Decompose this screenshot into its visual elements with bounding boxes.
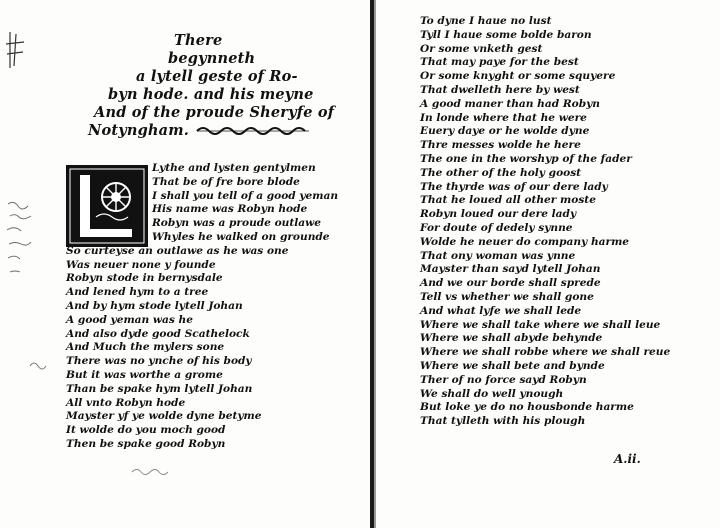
bottom-scribble-icon	[130, 466, 170, 478]
margin-mark-icon	[4, 30, 26, 70]
text-line: Than be spake hym lytell Johan	[66, 382, 253, 395]
signature-mark: A.ii.	[614, 452, 641, 466]
text-line: In londe where that he were	[420, 111, 587, 124]
text-line: Mayster than sayd lytell Johan	[420, 263, 601, 276]
text-line: It wolde do you moch good	[66, 424, 226, 437]
text-line: A good yeman was he	[66, 313, 193, 326]
text-line: A good maner than had Robyn	[420, 97, 600, 110]
text-line: Robyn was a proude outlawe	[152, 217, 322, 230]
text-line: Mayster yf ye wolde dyne betyme	[66, 410, 262, 423]
text-line: The thyrde was of our dere lady	[420, 180, 608, 193]
text-line: But it was worthe a grome	[66, 368, 223, 381]
text-line: For doute of dedely synne	[420, 221, 573, 234]
title-line: byn hode. and his meyne	[108, 86, 314, 103]
text-line: So curteyse an outlawe as he was one	[66, 244, 289, 257]
text-line: And by hym stode lytell Johan	[66, 299, 243, 312]
title-line: Notyngham.	[88, 122, 190, 139]
text-line: Lythe and lysten gentylmen	[152, 162, 316, 174]
text-line: Or some vnketh gest	[420, 42, 543, 55]
text-line: Thre messes wolde he here	[420, 139, 581, 152]
text-line: And lened hym to a tree	[66, 286, 209, 299]
left-column	[66, 162, 366, 452]
text-line: But loke ye do no housbonde harme	[420, 401, 634, 414]
title-line: There	[174, 32, 223, 49]
text-line: Wolde he neuer do company harme	[420, 235, 630, 248]
title-row-last	[82, 122, 322, 140]
text-line: Where we shall take where we shall leue	[420, 318, 661, 331]
text-line: That tylleth with his plough	[420, 415, 586, 428]
title-line: a lytell geste of Ro-	[136, 68, 298, 85]
text-line: Tell vs whether we shall gone	[420, 290, 594, 303]
text-line: We shall do well ynough	[420, 387, 564, 400]
text-line: And also dyde good Scathelock	[66, 327, 250, 340]
text-line: Was neuer none y founde	[66, 258, 216, 271]
text-line: Tyll I haue some bolde baron	[420, 28, 592, 41]
text-line: Ther of no force sayd Robyn	[420, 373, 587, 386]
text-line: And what lyfe we shall lede	[420, 304, 582, 317]
text-line: That ony woman was ynne	[420, 249, 576, 262]
flourish-ornament-icon	[195, 125, 311, 137]
text-line: The one in the worshyp of the fader	[420, 152, 632, 165]
text-line: The other of the holy goost	[420, 166, 582, 179]
text-line: Whyles he walked on grounde	[152, 230, 330, 243]
text-line: Robyn stode in bernysdale	[66, 272, 223, 285]
text-line: To dyne I haue no lust	[420, 15, 552, 27]
text-line: And Much the mylers sone	[66, 341, 225, 354]
text-line: His name was Robyn hode	[152, 203, 308, 216]
title-line: begynneth	[168, 50, 256, 67]
text-line: That be of fre bore blode	[152, 175, 300, 188]
text-line: Or some knyght or some squyere	[420, 70, 616, 83]
text-line: That dwelleth here by west	[420, 83, 580, 96]
text-line: Then be spake good Robyn	[66, 437, 226, 450]
text-line: That he loued all other moste	[420, 194, 596, 207]
text-line: There was no ynche of his body	[66, 355, 252, 368]
text-line: Where we shall robbe where we shall reue	[420, 346, 671, 359]
text-line: All vnto Robyn hode	[66, 396, 186, 409]
text-line: Robyn loued our dere lady	[420, 208, 577, 221]
margin-handwriting-icon	[4, 196, 46, 286]
text-line: Euery daye or he wolde dyne	[420, 125, 590, 138]
title-block	[82, 32, 335, 140]
margin-scribble-icon	[28, 358, 48, 374]
text-line: And we our borde shall sprede	[420, 277, 601, 290]
text-line: That may paye for the best	[420, 56, 579, 69]
text-line: Where we shall abyde behynde	[420, 332, 603, 345]
text-line: Where we shall bete and bynde	[420, 359, 605, 372]
title-line: And of the proude Sheryfe of	[94, 104, 335, 121]
right-column	[420, 15, 716, 429]
text-line: I shall you tell of a good yeman	[152, 189, 339, 202]
